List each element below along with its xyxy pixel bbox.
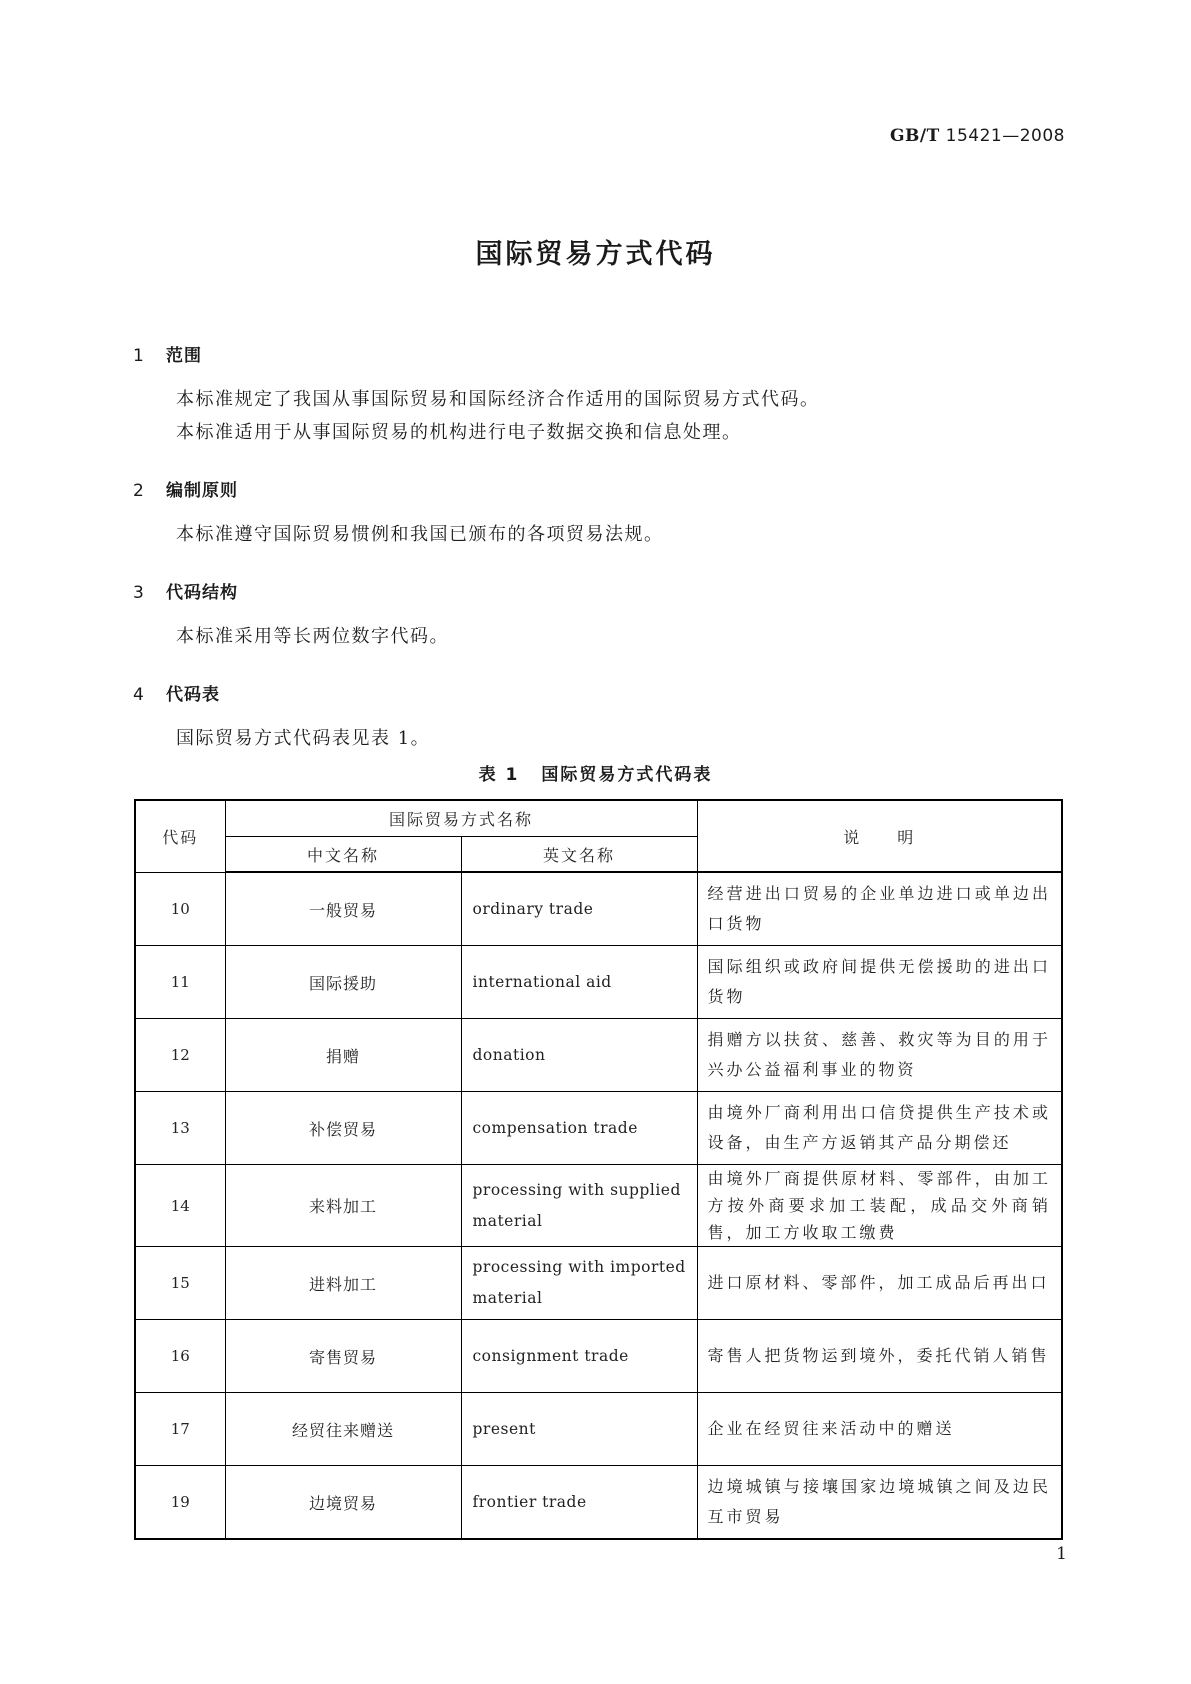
- section-number: 1: [133, 346, 145, 366]
- section-heading-code-table: [133, 680, 220, 705]
- standard-code: [890, 126, 1065, 146]
- cell-en-name: processing with supplied material: [461, 1165, 697, 1247]
- trade-mode-code-table: [134, 799, 1063, 1540]
- section-number: 4: [133, 685, 145, 705]
- section-title: 代码表: [166, 685, 220, 705]
- cell-note: 边境城镇与接壤国家边境城镇之间及边民互市贸易: [697, 1466, 1062, 1540]
- cell-note: 由境外厂商提供原材料、零部件，由加工方按外商要求加工装配，成品交外商销售，加工方收取工缴费: [697, 1165, 1062, 1247]
- cell-en-name: compensation trade: [461, 1092, 697, 1165]
- cell-cn-name: 国际援助: [225, 946, 461, 1019]
- section-structure-body: [176, 620, 449, 653]
- cell-cn-name: 边境贸易: [225, 1466, 461, 1540]
- paragraph: 国际贸易方式代码表见表 1。: [176, 728, 431, 749]
- cell-code: 15: [135, 1247, 225, 1320]
- header-code: 代码: [135, 800, 225, 872]
- section-title: 代码结构: [166, 583, 238, 603]
- section-heading-scope: [133, 341, 202, 366]
- cell-note: 国际组织或政府间提供无偿援助的进出口货物: [697, 946, 1062, 1019]
- standard-number: 15421—2008: [945, 126, 1065, 146]
- cell-code: 12: [135, 1019, 225, 1092]
- cell-en-name: ordinary trade: [461, 872, 697, 946]
- cell-code: 17: [135, 1393, 225, 1466]
- document-title: 国际贸易方式代码: [475, 239, 716, 270]
- cell-note: 进口原材料、零部件，加工成品后再出口: [697, 1247, 1062, 1320]
- table-row: [135, 1247, 1062, 1320]
- section-number: 2: [133, 481, 145, 501]
- section-title: 范围: [166, 346, 202, 366]
- cell-note: 捐赠方以扶贫、慈善、救灾等为目的用于兴办公益福利事业的物资: [697, 1019, 1062, 1092]
- cell-en-name: processing with imported material: [461, 1247, 697, 1320]
- section-principles-body: [176, 518, 664, 551]
- cell-cn-name: 寄售贸易: [225, 1320, 461, 1393]
- paragraph: 本标准适用于从事国际贸易的机构进行电子数据交换和信息处理。: [176, 422, 742, 443]
- cell-note: 企业在经贸往来活动中的赠送: [697, 1393, 1062, 1466]
- header-note: 说 明: [697, 800, 1062, 872]
- header-cn-name: 中文名称: [225, 837, 461, 873]
- table-row: [135, 1320, 1062, 1393]
- cell-code: 19: [135, 1466, 225, 1540]
- paragraph: 本标准规定了我国从事国际贸易和国际经济合作适用的国际贸易方式代码。: [176, 389, 820, 410]
- table-row: [135, 1393, 1062, 1466]
- cell-code: 10: [135, 872, 225, 946]
- cell-cn-name: 一般贸易: [225, 872, 461, 946]
- cell-note: 寄售人把货物运到境外，委托代销人销售: [697, 1320, 1062, 1393]
- header-en-name: 英文名称: [461, 837, 697, 873]
- cell-en-name: international aid: [461, 946, 697, 1019]
- cell-en-name: donation: [461, 1019, 697, 1092]
- cell-cn-name: 进料加工: [225, 1247, 461, 1320]
- cell-code: 14: [135, 1165, 225, 1247]
- cell-cn-name: 经贸往来赠送: [225, 1393, 461, 1466]
- paragraph: 本标准遵守国际贸易惯例和我国已颁布的各项贸易法规。: [176, 524, 664, 545]
- cell-en-name: frontier trade: [461, 1466, 697, 1540]
- header-name-group: 国际贸易方式名称: [225, 800, 697, 837]
- cell-cn-name: 捐赠: [225, 1019, 461, 1092]
- paragraph: 本标准采用等长两位数字代码。: [176, 626, 449, 647]
- table-row: [135, 1466, 1062, 1540]
- cell-note: 经营进出口贸易的企业单边进口或单边出口货物: [697, 872, 1062, 946]
- cell-en-name: consignment trade: [461, 1320, 697, 1393]
- table-caption-title: 国际贸易方式代码表: [541, 765, 713, 785]
- table-row: [135, 946, 1062, 1019]
- cell-note: 由境外厂商利用出口信贷提供生产技术或设备，由生产方返销其产品分期偿还: [697, 1092, 1062, 1165]
- cell-cn-name: 来料加工: [225, 1165, 461, 1247]
- section-scope-body: [176, 383, 820, 449]
- cell-en-name: present: [461, 1393, 697, 1466]
- table-row: [135, 1092, 1062, 1165]
- standard-prefix: GB/T: [890, 126, 940, 146]
- table-caption-label: 表 1: [478, 765, 520, 785]
- cell-cn-name: 补偿贸易: [225, 1092, 461, 1165]
- table-row: [135, 1165, 1062, 1247]
- table-row: [135, 872, 1062, 946]
- section-heading-principles: [133, 476, 238, 501]
- cell-code: 11: [135, 946, 225, 1019]
- section-title: 编制原则: [166, 481, 238, 501]
- section-heading-structure: [133, 578, 238, 603]
- section-code-table-body: [176, 722, 430, 755]
- table-row: [135, 1019, 1062, 1092]
- table-caption: [0, 760, 1191, 785]
- page-number: 1: [1056, 1544, 1067, 1564]
- cell-code: 16: [135, 1320, 225, 1393]
- cell-code: 13: [135, 1092, 225, 1165]
- section-number: 3: [133, 583, 145, 603]
